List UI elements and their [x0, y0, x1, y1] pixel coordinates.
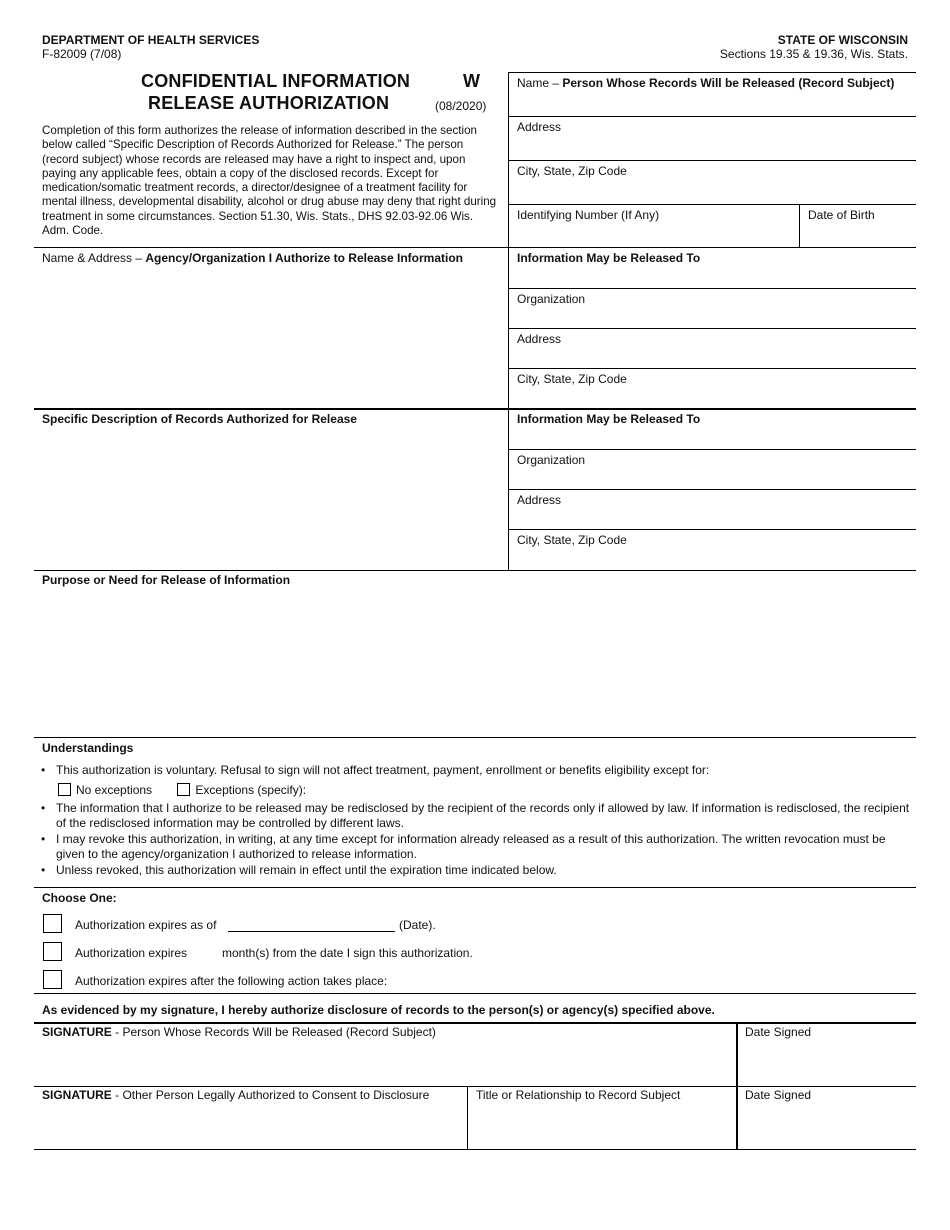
date-of-birth-field[interactable]: Date of Birth [808, 208, 875, 222]
recipient1-organization-field[interactable]: Organization [517, 292, 586, 306]
state-name: STATE OF WISCONSIN [777, 33, 908, 47]
exceptions-options [41, 783, 911, 798]
subject-signature-field[interactable] [42, 1025, 436, 1039]
understanding-item [41, 763, 911, 778]
expiration-date-input[interactable] [228, 931, 395, 932]
no-exceptions-checkbox[interactable] [58, 783, 71, 796]
recipient2-city-state-zip-field[interactable]: City, State, Zip Code [517, 533, 627, 547]
legal-representative-signature-field[interactable] [42, 1088, 429, 1102]
bullet: • [41, 832, 46, 846]
intro-paragraph: Completion of this form authorizes the release of information described in the section below called “Specific Description of Records Authorized for Release.” The person (record subject) whose records are released may have a right to inspect and, upon paying any applicable fees, obtain a copy of the disclosed records. Except for medication/somatic treatment records, a director/designee of a treatment facility for mental illness, developmental disability, alcohol or drug abuse may deny that right during treatment in some circumstances. Section 51.30, Wis. Stats., DHS 92.03-92.06 Wis. Adm. Code. [42, 124, 497, 238]
bullet: • [41, 763, 46, 777]
understanding-item [41, 863, 911, 878]
agency-prefix: Name & Address – [42, 251, 146, 265]
divider [508, 288, 916, 289]
divider [34, 408, 916, 410]
recipient2-address-field[interactable]: Address [517, 493, 562, 507]
agency-label: Agency/Organization I Authorize to Release Information [145, 251, 463, 265]
understanding-text: I may revoke this authorization, in writing, at any time except for information already released as a result of this authorization. The written revocation must be given to the agency/organization I authorized to release information. [56, 832, 886, 861]
understanding-text: Unless revoked, this authorization will remain in effect until the expiration time indicated below. [56, 863, 557, 877]
date-suffix-label: (Date). [399, 918, 436, 932]
divider [34, 887, 916, 888]
recipient2-organization-field[interactable]: Organization [517, 453, 586, 467]
expires-date-checkbox[interactable] [43, 914, 62, 933]
column-divider [799, 204, 800, 247]
exceptions-checkbox[interactable] [177, 783, 190, 796]
months-suffix-label: month(s) from the date I sign this authorization. [222, 946, 473, 960]
divider [508, 368, 916, 369]
recipient2-heading: Information May be Released To [517, 412, 701, 426]
bullet: • [41, 801, 46, 815]
no-exceptions-label: No exceptions [76, 782, 153, 797]
divider [34, 993, 916, 994]
understandings-heading: Understandings [42, 741, 134, 755]
revision-date: (08/2020) [435, 99, 487, 113]
signature-description: - Other Person Legally Authorized to Consent to Disclosure [111, 1088, 430, 1102]
subject-name-prefix: Name – [517, 76, 563, 90]
date-signed-field-2[interactable]: Date Signed [745, 1088, 812, 1102]
signature-description: - Person Whose Records Will be Released (Record Subject) [111, 1025, 436, 1039]
exceptions-label: Exceptions (specify): [195, 782, 307, 797]
divider [34, 737, 916, 738]
divider [508, 116, 916, 117]
recipient1-city-state-zip-field[interactable]: City, State, Zip Code [517, 372, 627, 386]
expires-date-label: Authorization expires as of [75, 918, 217, 932]
choose-one-heading: Choose One: [42, 891, 117, 905]
divider [508, 204, 916, 205]
expires-action-checkbox[interactable] [43, 970, 62, 989]
divider [508, 160, 916, 161]
column-divider [467, 1086, 468, 1149]
form-number: F-82009 (7/08) [42, 47, 122, 61]
divider [34, 1086, 916, 1087]
recipient1-heading: Information May be Released To [517, 251, 701, 265]
divider [34, 247, 916, 248]
form-title-line2: RELEASE AUTHORIZATION [148, 93, 390, 113]
title-relationship-field[interactable]: Title or Relationship to Record Subject [476, 1088, 681, 1102]
expires-months-label: Authorization expires [75, 946, 188, 960]
divider [508, 489, 916, 490]
identifying-number-field[interactable]: Identifying Number (If Any) [517, 208, 660, 222]
purpose-field[interactable]: Purpose or Need for Release of Information [42, 573, 291, 587]
subject-name-field[interactable] [517, 76, 894, 90]
divider [508, 449, 916, 450]
releasing-agency-field[interactable] [42, 251, 463, 265]
date-signed-field-1[interactable]: Date Signed [745, 1025, 812, 1039]
divider [34, 1149, 916, 1150]
divider [508, 529, 916, 530]
subject-name-label: Person Whose Records Will be Released (Record Subject) [562, 76, 895, 90]
understanding-text: The information that I authorize to be released may be redisclosed by the recipient of the records only if allowed by law. If information is redisclosed, the recipient of the redisclosed information may be controlled by different laws. [56, 801, 910, 830]
signature-label: SIGNATURE [42, 1088, 112, 1102]
expires-months-checkbox[interactable] [43, 942, 62, 961]
understandings-list [41, 763, 911, 878]
subject-address-field[interactable]: Address [517, 120, 562, 134]
months-input[interactable] [196, 946, 218, 960]
recipient1-address-field[interactable]: Address [517, 332, 562, 346]
divider [508, 328, 916, 329]
divider [34, 570, 916, 571]
understanding-item [41, 832, 911, 861]
column-divider [508, 72, 509, 570]
signature-label: SIGNATURE [42, 1025, 112, 1039]
consent-statement: As evidenced by my signature, I hereby authorize disclosure of records to the person(s) or agency(s) specified above. [42, 1003, 715, 1017]
understanding-text: This authorization is voluntary. Refusal to sign will not affect treatment, payment, enrollment or benefits eligibility except for: [56, 763, 710, 777]
form-title-line1: CONFIDENTIAL INFORMATION [141, 71, 411, 91]
understanding-item [41, 801, 911, 830]
subject-city-state-zip-field[interactable]: City, State, Zip Code [517, 164, 627, 178]
form-title-mark: W [463, 71, 481, 91]
divider [34, 1022, 916, 1024]
expires-action-label: Authorization expires after the following action takes place: [75, 974, 388, 988]
statute-reference: Sections 19.35 & 19.36, Wis. Stats. [719, 47, 908, 61]
records-description-field[interactable]: Specific Description of Records Authorized for Release [42, 412, 357, 426]
bullet: • [41, 863, 46, 877]
divider [508, 72, 916, 73]
department-name: DEPARTMENT OF HEALTH SERVICES [42, 33, 260, 47]
